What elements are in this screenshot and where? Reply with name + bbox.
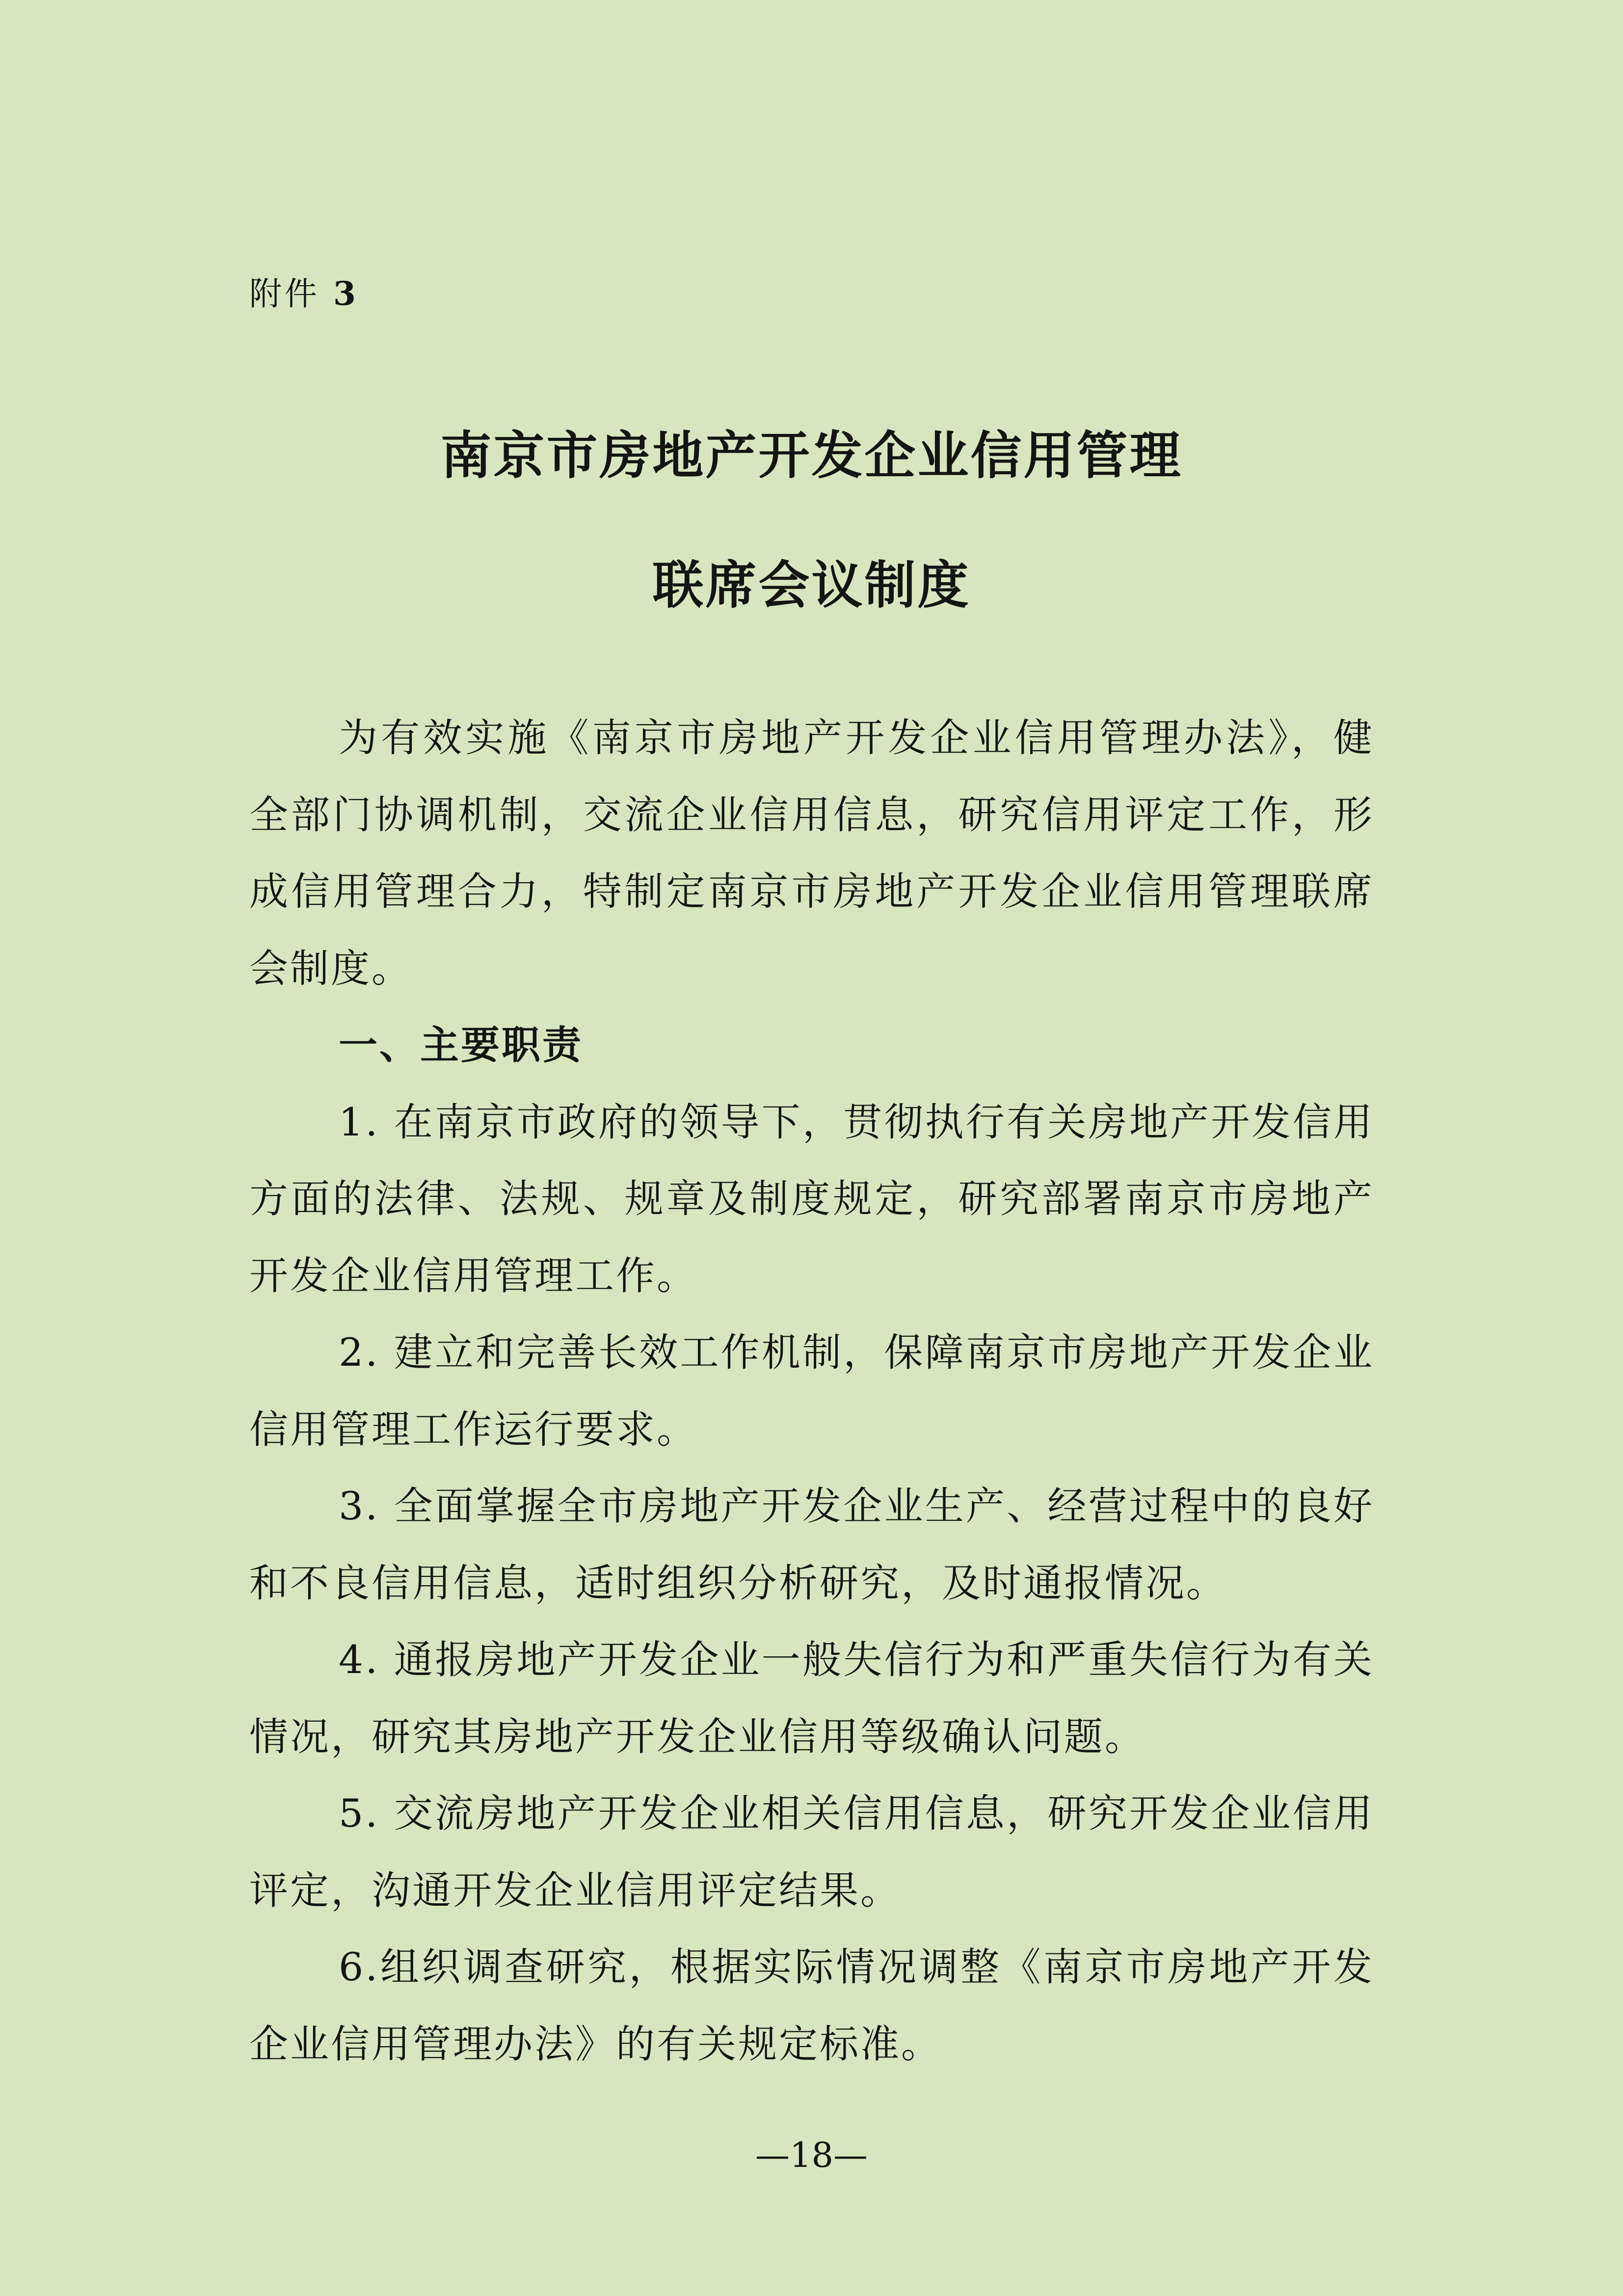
page-number: —18—: [755, 2135, 868, 2175]
duty-item-3: 3. 全面掌握全市房地产开发企业生产、经营过程中的良好和不良信用信息，适时组织分析研究，及时通报情况。: [249, 1484, 1374, 1606]
document-body: [249, 700, 1374, 2082]
annex-number: 3: [333, 274, 359, 313]
duty-item-4: 4. 通报房地产开发企业一般失信行为和严重失信行为有关情况，研究其房地产开发企业信用等级确认问题。: [249, 1637, 1374, 1759]
duty-item-1: 1. 在南京市政府的领导下，贯彻执行有关房地产开发信用方面的法律、法规、规章及制度规定，研究部署南京市房地产开发企业信用管理工作。: [249, 1099, 1374, 1298]
annex-label: [249, 269, 359, 319]
document-title-line-2: 联席会议制度: [652, 555, 971, 615]
duty-item-2: 2. 建立和完善长效工作机制，保障南京市房地产开发企业信用管理工作运行要求。: [249, 1330, 1374, 1452]
document-title-line-1: 南京市房地产开发企业信用管理: [440, 426, 1183, 486]
section-heading-main-duties: 一、主要职责: [339, 1023, 583, 1068]
annex-text: 附件: [249, 275, 320, 313]
duty-item-6: 6.组织调查研究，根据实际情况调整《南京市房地产开发企业信用管理办法》的有关规定标准。: [249, 1945, 1374, 2067]
intro-paragraph: 为有效实施《南京市房地产开发企业信用管理办法》，健全部门协调机制，交流企业信用信息，研究信用评定工作，形成信用管理合力，特制定南京市房地产开发企业信用管理联席会制度。: [249, 715, 1374, 991]
duty-item-5: 5. 交流房地产开发企业相关信用信息，研究开发企业信用评定，沟通开发企业信用评定结果。: [249, 1791, 1374, 1913]
